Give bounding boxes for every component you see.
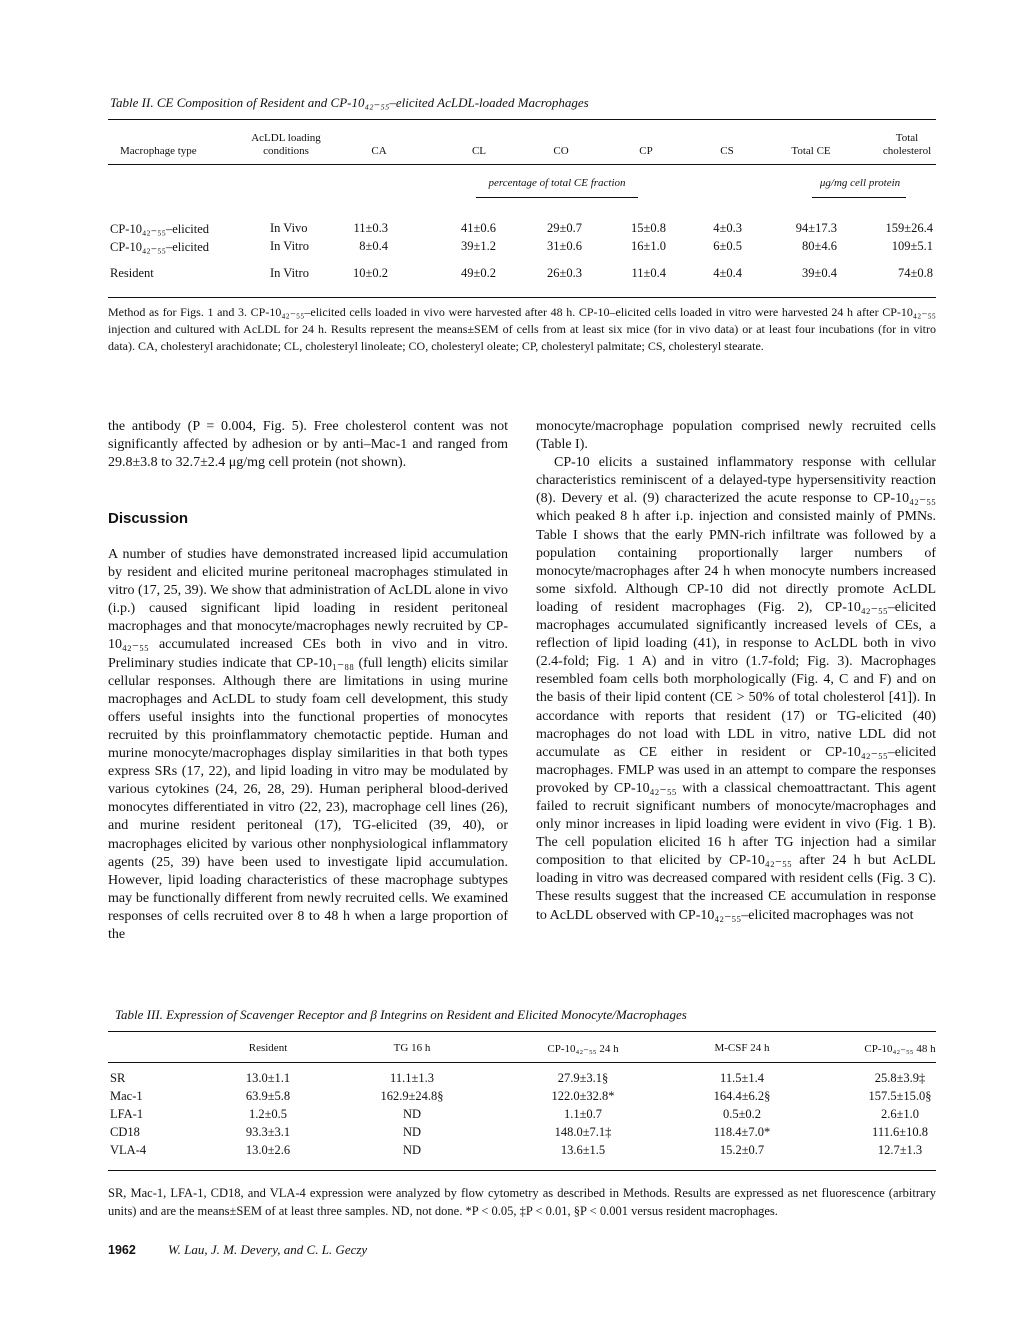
table3-cell: 118.4±7.0* — [713, 1125, 771, 1139]
table3-row-label: SR — [110, 1071, 126, 1085]
table3-cell: 111.6±10.8 — [872, 1125, 928, 1139]
table3-cell: 162.9±24.8§ — [380, 1089, 444, 1103]
table3-cell: ND — [402, 1125, 422, 1139]
table2-cell-cl: 39±1.2 — [461, 239, 496, 253]
table2-cell-co: 31±0.6 — [547, 239, 582, 253]
table2-cell-tce: 39±0.4 — [802, 266, 837, 280]
table2-percentage-rule — [476, 197, 638, 198]
table2-header-total-chol-2: cholesterol — [882, 145, 932, 157]
table3-cell: 13.0±2.6 — [245, 1143, 291, 1157]
table3-cell: 27.9±3.1§ — [557, 1071, 609, 1085]
table2-cell-cond: In Vivo — [270, 221, 308, 235]
table3-cell: 15.2±0.7 — [719, 1143, 765, 1157]
table3-cell: 2.6±1.0 — [880, 1107, 920, 1121]
table2-protein-rule — [812, 197, 906, 198]
table3-cell: 1.1±0.7 — [563, 1107, 603, 1121]
table3-cell: 11.5±1.4 — [720, 1071, 764, 1085]
table2-cell-tce: 94±17.3 — [795, 221, 837, 235]
table2-cell-tc: 159±26.4 — [885, 221, 933, 235]
table3-cell: 164.4±6.2§ — [713, 1089, 771, 1103]
table2-cell-cp: 16±1.0 — [631, 239, 666, 253]
table3-cell: 93.3±3.1 — [245, 1125, 291, 1139]
table2-header-cl: CL — [471, 145, 487, 157]
table2-unit-percentage: percentage of total CE fraction — [488, 177, 626, 189]
table3-column-header: Resident — [248, 1042, 288, 1054]
table3-cell: 12.7±1.3 — [877, 1143, 923, 1157]
table2-cell-type: CP-10₄₂₋₅₅–elicited — [110, 240, 210, 254]
table3-row-label: CD18 — [110, 1125, 140, 1139]
table2-header-total-ce: Total CE — [791, 145, 831, 157]
table2-cell-cs: 4±0.3 — [713, 221, 742, 235]
table2-header-total-chol-1: Total — [895, 132, 919, 144]
table3-caption: Table III. Expression of Scavenger Receptor and β Integrins on Resident and Elicited Monocyte/Macrophages — [115, 1007, 687, 1022]
left-para2-text: A number of studies have demonstrated increased lipid accumulation by resident and elicited murine peritoneal macrophages stimulated in vitro (17, 25, 39). We show that administration of AcLDL alone in vivo (i.p.) caused significant lipid loading in resident peritoneal macrophages and that monocyte/macrophages newly recruited by CP-10₄₂₋₅₅ accumulated increased CEs both in vivo and in vitro. Preliminary studies indicate that CP-10₁₋₈₈ (full length) elicits similar cellular responses. Although there are limitations in using murine macrophages and AcLDL to study foam cell development, this study offers useful insights into the functional properties of monocytes recruited by this proinflammatory chemotactic peptide. Human and murine monocyte/macrophages display similarities in that both types express SRs (17, 22), and lipid loading in vitro may be modulated by various cytokines (24, 26, 28, 29). Human peripheral blood-derived monocytes differentiated in vitro (22, 23), macrophage cell lines (26), and murine resident peritoneal (17), TG-elicited (39, 40), or macrophages elicited by various other nonphysiological inflammatory agents (25, 39) have been used to investigate lipid accumulation. However, lipid loading characteristics of these macrophage subtypes may be functionally different from newly recruited cells. We examined responses of cells recruited over 8 to 48 h when a large proportion of the — [108, 547, 508, 942]
table2-cell-cond: In Vitro — [270, 239, 309, 253]
table3-cell: 13.6±1.5 — [560, 1143, 606, 1157]
table2-cell-co: 29±0.7 — [547, 221, 582, 235]
table2-cell-cs: 4±0.4 — [713, 266, 742, 280]
table3-row-label: Mac-1 — [110, 1089, 143, 1103]
table2-cell-type: Resident — [110, 266, 154, 280]
table2-cell-ca: 10±0.2 — [353, 266, 388, 280]
table2-cell-ca: 8±0.4 — [359, 239, 388, 253]
table2-cell-tce: 80±4.6 — [802, 239, 837, 253]
table2-header-cp: CP — [639, 145, 653, 157]
table2-cell-tc: 109±5.1 — [891, 239, 933, 253]
table3-header-rule — [108, 1062, 936, 1063]
table3-column-header: M-CSF 24 h — [714, 1042, 770, 1054]
table3-row-label: VLA-4 — [110, 1143, 147, 1157]
table3-cell: 63.9±5.8 — [245, 1089, 291, 1103]
right-para1-text: monocyte/macrophage population comprised newly recruited cells (Table I). — [536, 419, 936, 453]
table2-cell-ca: 11±0.3 — [353, 221, 388, 235]
table3-cell: 13.0±1.1 — [245, 1071, 291, 1085]
left-column-para1 — [108, 418, 508, 472]
table2-bottom-rule — [108, 297, 936, 298]
table2-header-co: CO — [553, 145, 569, 157]
right-column — [536, 418, 936, 925]
table2-header-loading-2: conditions — [263, 145, 309, 157]
table2-unit-protein: μg/mg cell protein — [819, 177, 901, 189]
left-para1-text: the antibody (P = 0.004, Fig. 5). Free cholesterol content was not significantly affected by adhesion or by anti–Mac-1 and ranged from 29.8±3.8 to 32.7±2.4 μg/mg cell protein (not shown). — [108, 419, 508, 471]
table3-bottom-rule — [108, 1170, 936, 1171]
table3-column-header: CP-10₄₂₋₅₅ 48 h — [864, 1043, 936, 1055]
table3-row-label: LFA-1 — [110, 1107, 144, 1121]
table3-cell: 25.8±3.9‡ — [874, 1071, 926, 1085]
table3-cell: 11.1±1.3 — [390, 1071, 434, 1085]
table2-cell-cp: 11±0.4 — [631, 266, 666, 280]
table3-column-header: CP-10₄₂₋₅₅ 24 h — [547, 1043, 619, 1055]
right-para2-text: CP-10 elicits a sustained inflammatory response with cellular characteristics reminiscent of a delayed-type hypersensitivity reaction (8). Devery et al. (9) characterized the acute response to CP-10₄₂₋₅₅ which peaked 8 h after i.p. injection and consisted mainly of PMNs. Table I shows that the early PMN-rich infiltrate was followed by a population containing proportionally larger numbers of monocyte/macrophages after 24 h when monocyte numbers increased some sixfold. Although CP-10 did not directly promote AcLDL loading of resident macrophages (Fig. 2), CP-10₄₂₋₅₅–elicited macrophages accumulated significantly increased levels of CEs, a reflection of lipid loading (41), in response to AcLDL both in vivo (2.4-fold; Fig. 1 A) and in vitro (1.7-fold; Fig. 3). Macrophages resembled foam cells both morphologically (Fig. 4, C and F) and on the basis of their lipid content (CE > 50% of total cholesterol [41]). In accordance with reports that resident (17) or TG-elicited (40) macrophages do not load with LDL in vitro, native LDL did not accumulate as CE either in resident or CP-10₄₂₋₅₅–elicited macrophages. FMLP was used in an attempt to compare the responses provoked by CP-10₄₂₋₅₅ with a classical chemoattractant. This agent failed to recruit significant numbers of monocyte/macrophages and only minor increases in lipid loading were evident in vivo (Fig. 1 B). The cell population elicited 16 h after TG injection had a similar composition to that elicited by CP-10₄₂₋₅₅ after 24 h but AcLDL loading in vitro was decreased compared with resident cells (Fig. 3 C). These results suggest that the increased CE accumulation in response to AcLDL observed with CP-10₄₂₋₅₅–elicited macrophages was not — [536, 455, 936, 923]
footer-authors: W. Lau, J. M. Devery, and C. L. Geczy — [168, 1242, 368, 1257]
table2-top-rule — [108, 119, 936, 120]
table2-cell-cl: 49±0.2 — [461, 266, 496, 280]
table3-cell: 157.5±15.0§ — [868, 1089, 932, 1103]
table2-cell-cond: In Vitro — [270, 266, 309, 280]
table3-column-header: TG 16 h — [393, 1042, 431, 1054]
table2-header-cs: CS — [720, 145, 734, 157]
discussion-heading: Discussion — [108, 510, 189, 527]
table3-cell: 122.0±32.8* — [551, 1089, 615, 1103]
table2-caption: Table II. CE Composition of Resident and CP-10₄₂₋₅₅–elicited AcLDL-loaded Macrophages — [110, 95, 589, 110]
table2-footnote: Method as for Figs. 1 and 3. CP-10₄₂₋₅₅–elicited cells loaded in vivo were harvested after 48 h. CP-10–elicited cells loaded in vitro were harvested 24 h after CP-10₄₂₋₅₅ injection and cultured with AcLDL for 24 h. Results represent the means±SEM of cells from at least six mice (for in vivo data) or at least four incubations (for in vitro data). CA, cholesteryl arachidonate; CL, cholesteryl linoleate; CO, cholesteryl oleate; CP, cholesteryl palmitate; CS, cholesteryl stearate. — [108, 305, 936, 353]
left-column-para2 — [108, 546, 508, 944]
table2-cell-co: 26±0.3 — [547, 266, 582, 280]
table2-header-rule — [108, 164, 936, 165]
table2-header-macrophage-type: Macrophage type — [120, 145, 197, 157]
table2-cell-cl: 41±0.6 — [461, 221, 496, 235]
page-number: 1962 — [108, 1243, 136, 1257]
table3-cell: 148.0±7.1‡ — [554, 1125, 612, 1139]
table3-cell: 0.5±0.2 — [722, 1107, 762, 1121]
table2-cell-cs: 6±0.5 — [713, 239, 742, 253]
table3-footnote: SR, Mac-1, LFA-1, CD18, and VLA-4 expression were analyzed by flow cytometry as described in Methods. Results are expressed as net fluorescence (arbitrary units) and are the means±SEM of at least three samples. ND, not done. *P < 0.05, ‡P < 0.01, §P < 0.001 versus resident macrophages. — [108, 1186, 936, 1218]
table3-cell: 1.2±0.5 — [248, 1107, 288, 1121]
table2-cell-tc: 74±0.8 — [898, 266, 933, 280]
table3-cell: ND — [402, 1107, 422, 1121]
table2-header-ca: CA — [371, 145, 387, 157]
table2-header-loading-1: AcLDL loading — [251, 132, 321, 144]
table3-cell: ND — [402, 1143, 422, 1157]
table3-top-rule — [108, 1031, 936, 1032]
table2-cell-type: CP-10₄₂₋₅₅–elicited — [110, 222, 210, 236]
table2-cell-cp: 15±0.8 — [631, 221, 666, 235]
